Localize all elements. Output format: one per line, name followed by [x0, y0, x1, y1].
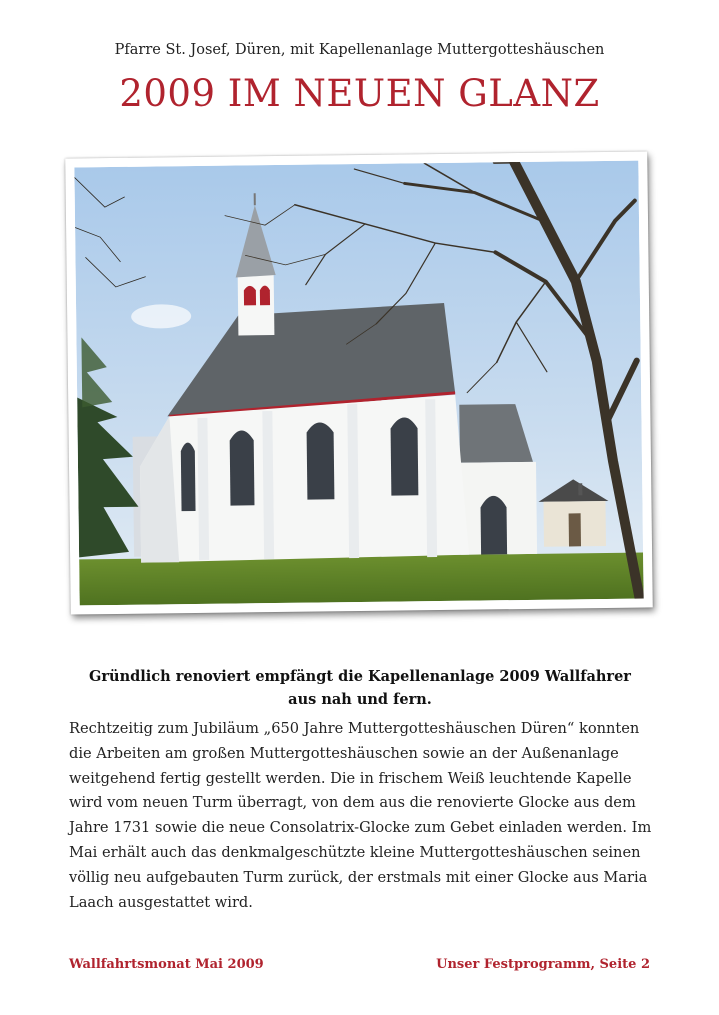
chapel-photo: [65, 151, 653, 614]
article-subheading: Gründlich renoviert empfängt die Kapellenanlage 2009 Wallfahrer aus nah und fern.: [89, 668, 631, 708]
footer-left: Wallfahrtsmonat Mai 2009: [69, 957, 264, 972]
page-title: 2009 IM NEUEN GLANZ: [119, 72, 600, 115]
footer-right: Unser Festprogramm, Seite 2: [436, 957, 650, 972]
article-body: Rechtzeitig zum Jubiläum „650 Jahre Muttergotteshäuschen Düren“ konnten die Arbeiten am großen Muttergotteshäuschen sowie an der Außenanlage weitgehend fertig gestellt werden. Die in frischem Weiß leuchtende Kapelle wird vom neuen Turm überragt, von dem aus die renovierte Glocke aus dem Jahre 1731 sowie die neue Consolatrix-Glocke zum Gebet einladen werden. Im Mai erhält auch das denkmalgeschützte kleine Muttergotteshäuschen seinen völlig neu aufgebauten Turm zurück, der erstmals mit einer Glocke aus Maria Laach ausgestattet wird.: [69, 720, 652, 911]
parish-header: Pfarre St. Josef, Düren, mit Kapellenanlage Muttergotteshäuschen: [114, 42, 605, 58]
